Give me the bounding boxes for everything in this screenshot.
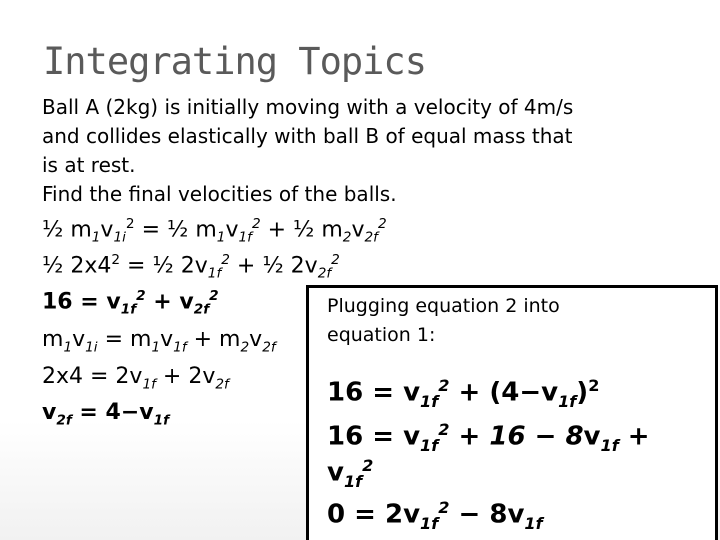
callout-step-2: $16 = v_{1f}^2 + 16 - 8v_{1f}$ + bbox=[327, 420, 650, 455]
callout-intro bbox=[327, 292, 560, 350]
callout-step-2-cont: $v_{1f}^2$ bbox=[327, 456, 374, 491]
momentum-substituted: $2x4 = 2v_{1f} + 2v_{2f}$ bbox=[42, 364, 229, 393]
callout-step-3: $0 = 2v_{1f}^2 - 8v_{1f}$ bbox=[327, 498, 543, 533]
kinetic-energy-equation: ½ $m_1v_{1i}^2$ = ½ $m_1v_{1f}^2$ + ½ $m_2v_{2f}^2$ bbox=[42, 216, 387, 246]
callout-intro-line: Plugging equation 2 into bbox=[327, 295, 560, 317]
callout-intro-line: equation 1: bbox=[327, 324, 436, 346]
problem-statement bbox=[42, 93, 692, 209]
momentum-equation: $m_1v_{1i} = m_1v_{1f} + m_2v_{2f}$ bbox=[42, 327, 276, 356]
problem-line: Find the final velocities of the balls. bbox=[42, 182, 397, 206]
slide-title: Integrating Topics bbox=[43, 40, 426, 83]
equation-1: $16 = v_{1f}^2 + v_{2f}^2$ bbox=[42, 288, 219, 318]
equation-2: $v_{2f} = 4-v_{1f}$ bbox=[42, 400, 170, 429]
problem-line: and collides elastically with ball B of equal mass that bbox=[42, 124, 573, 148]
kinetic-energy-substituted: ½ $2x4^2$ = ½ $2v_{1f}^2$ + ½ $2v_{2f}^2$ bbox=[42, 252, 340, 282]
callout-step-1: $16 = v_{1f}^2 + (4-v_{1f})^2$ bbox=[327, 376, 600, 411]
problem-line: Ball A (2kg) is initially moving with a velocity of 4m/s bbox=[42, 95, 574, 119]
problem-line: is at rest. bbox=[42, 153, 136, 177]
substitution-callout bbox=[306, 285, 718, 540]
